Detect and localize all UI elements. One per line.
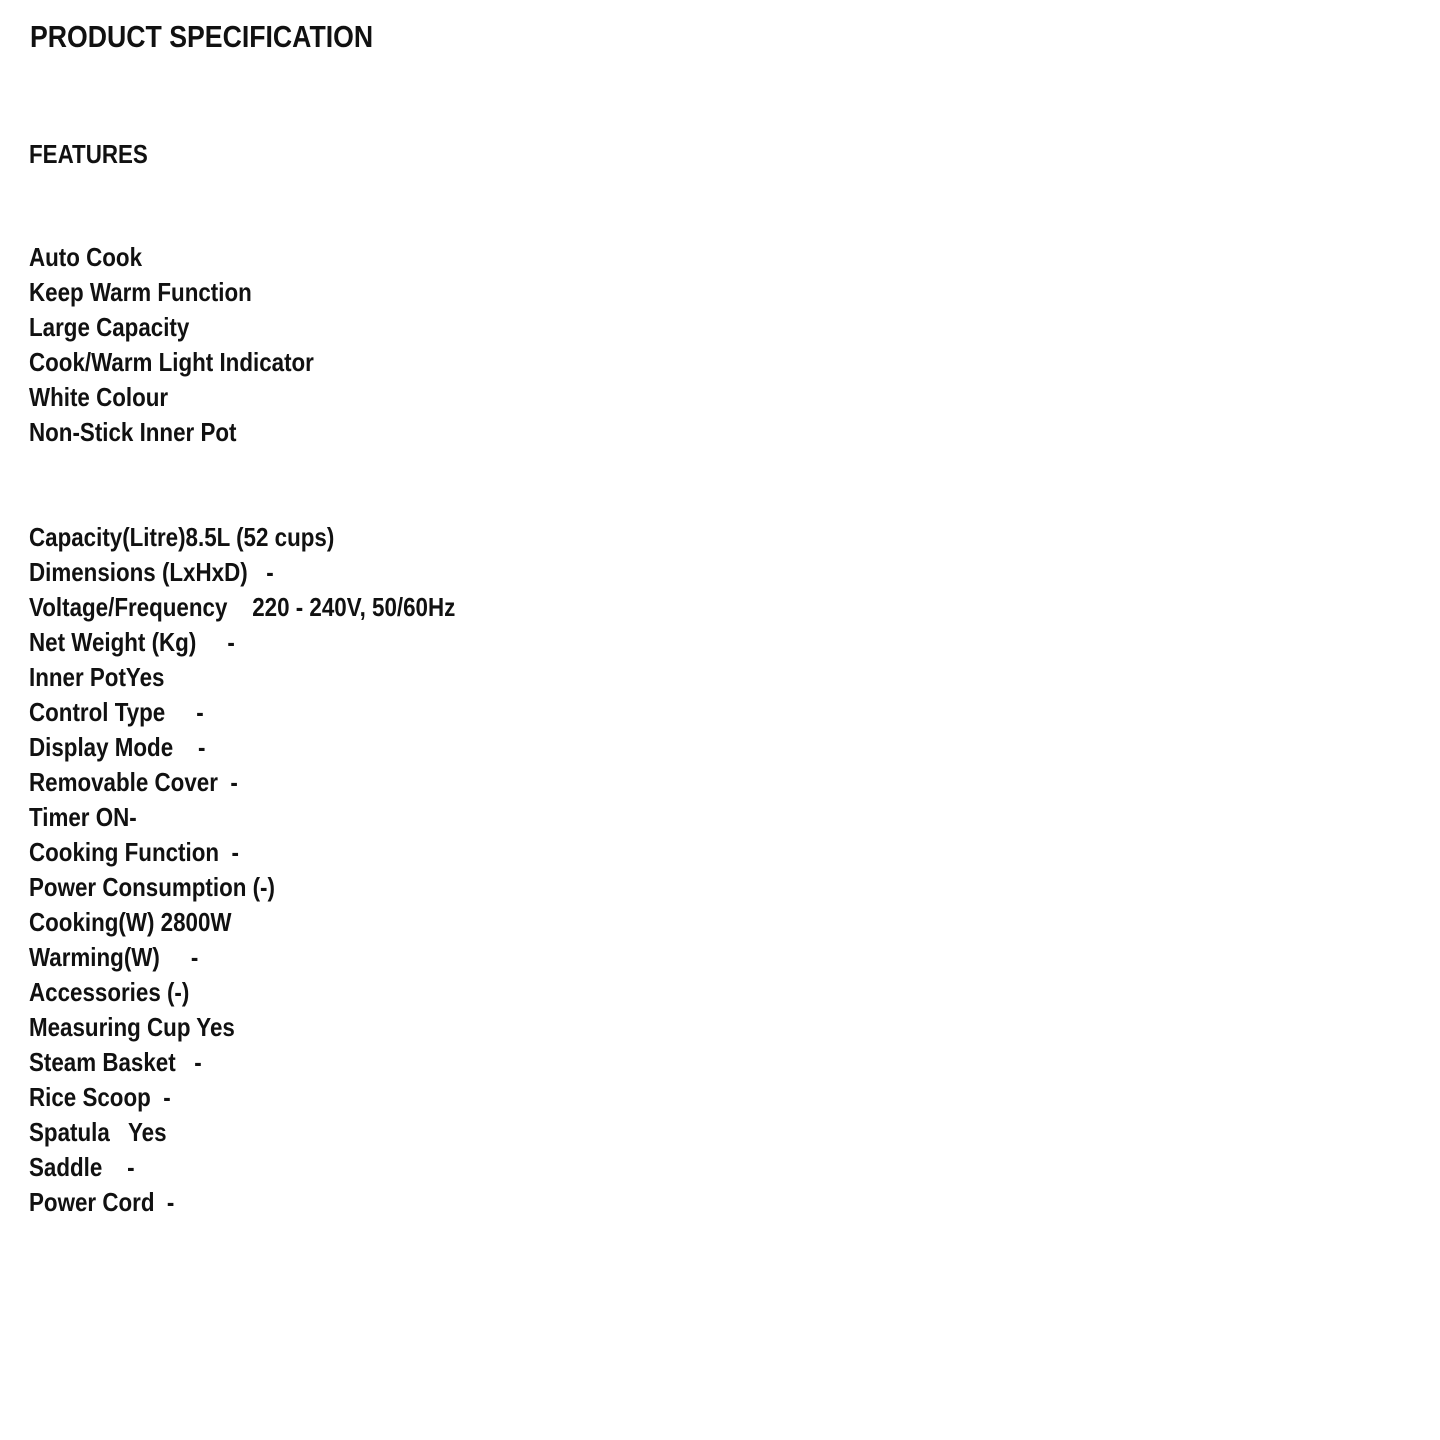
spec-row: Warming(W) - (29, 942, 199, 972)
spec-row: Saddle - (29, 1152, 135, 1182)
spec-row: Dimensions (LxHxD) - (29, 557, 274, 587)
feature-item: White Colour (29, 382, 169, 412)
feature-item: Large Capacity (29, 312, 190, 342)
feature-item: Keep Warm Function (29, 277, 252, 307)
spec-row: Rice Scoop - (29, 1082, 171, 1112)
page-title: PRODUCT SPECIFICATION (30, 19, 374, 54)
spec-row: Net Weight (Kg) - (29, 627, 235, 657)
feature-item: Cook/Warm Light Indicator (29, 347, 314, 377)
spec-row: Power Cord - (29, 1187, 175, 1217)
spec-row: Spatula Yes (29, 1117, 167, 1147)
spec-list (29, 520, 525, 1220)
spec-row: Control Type - (29, 697, 204, 727)
spec-row: Inner PotYes (29, 662, 165, 692)
features-heading: FEATURES (29, 139, 148, 169)
spec-row: Removable Cover - (29, 767, 238, 797)
spec-row: Timer ON- (29, 802, 137, 832)
spec-row: Steam Basket - (29, 1047, 202, 1077)
spec-row: Power Consumption (-) (29, 872, 275, 902)
spec-row: Cooking(W) 2800W (29, 907, 232, 937)
features-list (29, 240, 360, 450)
spec-row: Capacity(Litre)8.5L (52 cups) (29, 522, 335, 552)
spec-row: Measuring Cup Yes (29, 1012, 235, 1042)
spec-row: Display Mode - (29, 732, 206, 762)
feature-item: Non-Stick Inner Pot (29, 417, 237, 447)
feature-item: Auto Cook (29, 242, 143, 272)
spec-row: Voltage/Frequency 220 - 240V, 50/60Hz (29, 592, 456, 622)
spec-row: Cooking Function - (29, 837, 239, 867)
spec-row: Accessories (-) (29, 977, 190, 1007)
